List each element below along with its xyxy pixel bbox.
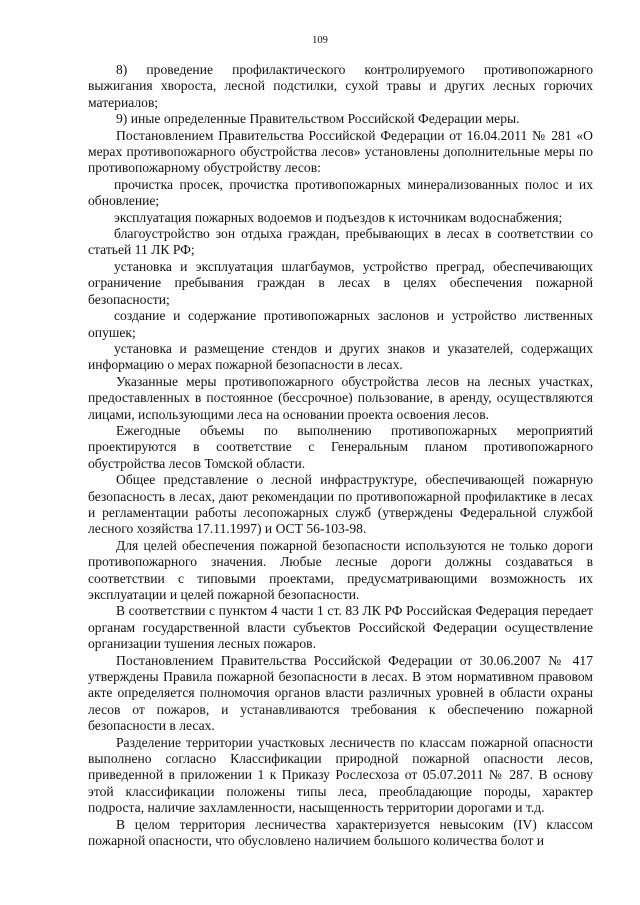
paragraph-lease-holders: Указанные меры противопожарного обустройства лесов на лесных участках, предоставленных в постоянное (бессрочное) пользование, в аренду, осуществляются лицами, использующими леса на основании проекта освоения лесов. (88, 373, 593, 422)
list-item-clearing: прочистка просек, прочистка противопожарных минерализованных полос и их обновление; (88, 176, 593, 209)
list-item-signs: установка и размещение стендов и других знаков и указателей, содержащих информацию о мерах пожарной безопасности в лесах. (88, 340, 593, 373)
paragraph-decree-417: Постановлением Правительства Российской Федерации от 30.06.2007 № 417 утверждены Правила пожарной безопасности в лесах. В этом нормативном правовом акте определяется полномочия органов власти различных уровней в области охраны лесов от пожаров, и устанавливаются требования к обеспечению пожарной безопасности в лесах. (88, 652, 593, 734)
paragraph-annual-volumes: Ежегодные объемы по выполнению противопожарных мероприятий проектируются в соответствие с Генеральным планом противопожарного обустройства лесов Томской области. (88, 422, 593, 471)
list-item-barriers: установка и эксплуатация шлагбаумов, устройство преград, обеспечивающих ограничение пребывания граждан в лесах в целях обеспечения пожарной безопасности; (88, 258, 593, 307)
paragraph-roads: Для целей обеспечения пожарной безопасности используются не только дороги противопожарного значения. Любые лесные дороги должны создаваться в соответствии с типовыми проектами, предусматривающими возможность их эксплуатации и целей пожарной безопасности. (88, 537, 593, 602)
paragraph-item-8: 8) проведение профилактического контролируемого противопожарного выжигания хвороста, лесной подстилки, сухой травы и других лесных горючих материалов; (88, 62, 593, 110)
paragraph-fire-classes: Разделение территории участковых лесничеств по классам пожарной опасности выполнено согласно Классификации природной пожарной опасности лесов, приведенной в приложении 1 к Приказу Рослесхоза от 05.07.2011 № 287. В основу этой классификации положены типы леса, преобладающие породы, характер подроста, наличие захламленности, насыщенность территории дорогами и т.д. (88, 734, 593, 816)
paragraph-decree-281: Постановлением Правительства Российской Федерации от 16.04.2011 № 281 «О мерах противопожарного обустройства лесов» установлены дополнительные меры по противопожарному обустройству лесов: (88, 127, 593, 176)
paragraph-article-83: В соответствии с пунктом 4 части 1 ст. 83 ЛК РФ Российская Федерация передает органам государственной власти субъектов Российской Федерации осуществление организации тушения лесных пожаров. (88, 603, 593, 652)
paragraph-item-9: 9) иные определенные Правительством Российской Федерации меры. (116, 111, 520, 127)
paragraph-infrastructure: Общее представление о лесной инфраструктуре, обеспечивающей пожарную безопасность в лесах, дают рекомендации по противопожарной профилактике в лесах и регламентации работы лесопожарных служб (утверждены Федеральной службой лесного хозяйства 17.11.1997) и ОСТ 56-103-98. (88, 472, 593, 537)
document-body (88, 62, 593, 850)
list-item-fire-breaks: создание и содержание противопожарных заслонов и устройство лиственных опушек; (88, 308, 593, 340)
paragraph-conclusion: В целом территория лесничества характеризуется невысоким (IV) классом пожарной опасности, что обусловлено наличием большого количества болот и (88, 816, 593, 849)
list-item-water-bodies: эксплуатация пожарных водоемов и подъездов к источникам водоснабжения; (114, 209, 563, 225)
list-item-recreation-zones: благоустройство зон отдыха граждан, пребывающих в лесах в соответствии со статьей 11 ЛК РФ; (88, 226, 593, 258)
page-number: 109 (312, 35, 328, 46)
